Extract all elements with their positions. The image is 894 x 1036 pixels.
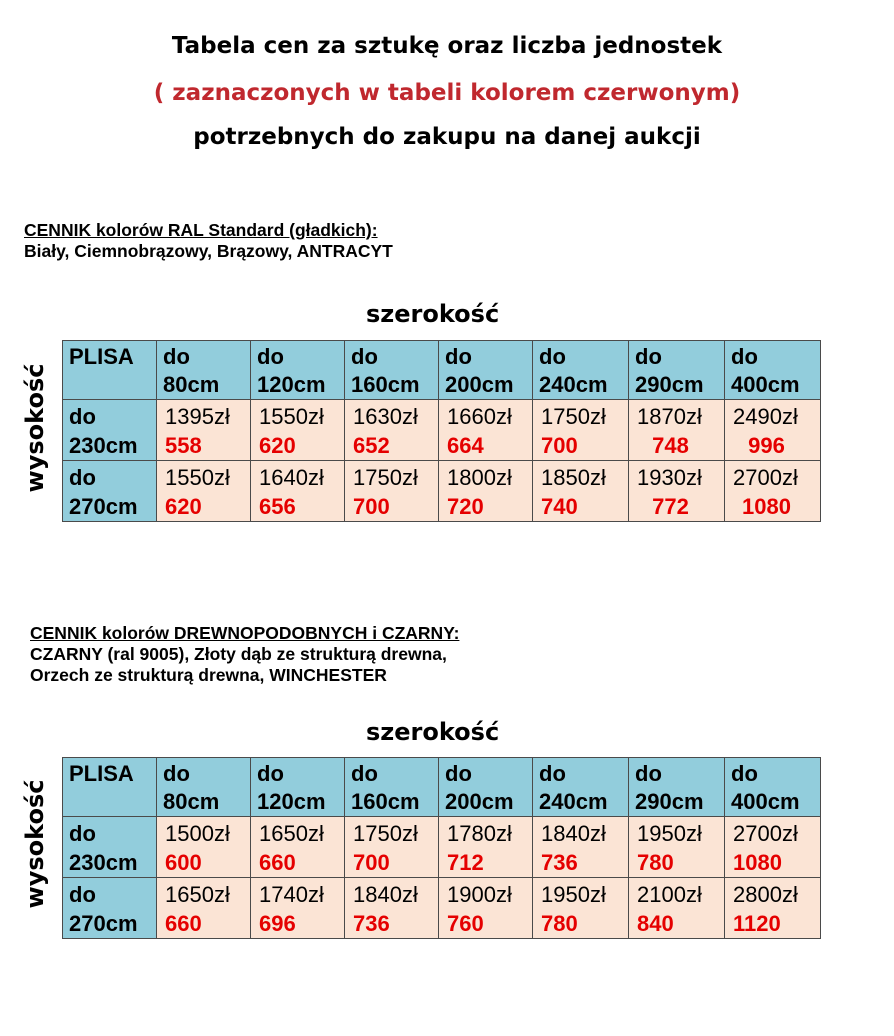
- price-cell: [439, 878, 533, 939]
- column-header-line1: do: [445, 344, 472, 369]
- unit-count: 664: [447, 433, 484, 458]
- table-row: [63, 461, 821, 522]
- column-header-line1: do: [351, 761, 378, 786]
- column-header-line2: 400cm: [731, 372, 800, 397]
- price-cell: [157, 817, 251, 878]
- section2-price-table: [62, 757, 821, 939]
- column-header: [439, 341, 533, 400]
- section1-width-label: szerokość: [366, 300, 500, 328]
- price-cell: [533, 817, 629, 878]
- unit-count: 656: [259, 494, 296, 519]
- row-header-line1: do: [69, 882, 96, 907]
- price-value: 1630zł: [353, 404, 418, 429]
- column-header-line2: 80cm: [163, 789, 220, 814]
- unit-count: 620: [165, 494, 202, 519]
- unit-count: 620: [259, 433, 296, 458]
- price-cell: [533, 461, 629, 522]
- page-subtitle-red: ( zaznaczonych w tabeli kolorem czerwonym): [153, 80, 741, 106]
- price-cell: [439, 400, 533, 461]
- price-value: 1550zł: [259, 404, 324, 429]
- column-header-line1: do: [257, 344, 284, 369]
- column-header: [725, 341, 821, 400]
- price-cell: [439, 817, 533, 878]
- price-cell: [251, 817, 345, 878]
- price-cell: [629, 461, 725, 522]
- section1-subtitle: Biały, Ciemnobrązowy, Brązowy, ANTRACYT: [24, 241, 393, 261]
- section2-title: CENNIK kolorów DREWNOPODOBNYCH i CZARNY:: [30, 623, 460, 643]
- unit-count: 558: [165, 433, 202, 458]
- section1-title: CENNIK kolorów RAL Standard (gładkich):: [24, 220, 378, 240]
- price-value: 1850zł: [541, 465, 606, 490]
- section2-heading: [30, 623, 459, 686]
- unit-count: 652: [353, 433, 390, 458]
- column-header-line1: do: [445, 761, 472, 786]
- row-header: [63, 400, 157, 461]
- section2-height-label: wysokość: [21, 779, 49, 909]
- price-cell: [533, 400, 629, 461]
- price-value: 1750zł: [541, 404, 606, 429]
- column-header-line1: do: [635, 761, 662, 786]
- unit-count: 1080: [742, 494, 791, 519]
- unit-count: 720: [447, 494, 484, 519]
- row-header: [63, 878, 157, 939]
- unit-count: 700: [353, 494, 390, 519]
- unit-count: 740: [541, 494, 578, 519]
- price-value: 1750zł: [353, 465, 418, 490]
- unit-count: 712: [447, 850, 484, 875]
- row-header-line1: do: [69, 404, 96, 429]
- unit-count: 1120: [733, 911, 781, 936]
- price-value: 2800zł: [733, 882, 798, 907]
- price-value: 1900zł: [447, 882, 512, 907]
- price-cell: [345, 817, 439, 878]
- price-value: 1930zł: [637, 465, 702, 490]
- table-header-row: [63, 341, 821, 400]
- price-cell: [251, 400, 345, 461]
- row-header-line1: do: [69, 821, 96, 846]
- unit-count: 996: [748, 433, 785, 458]
- price-value: 1840zł: [353, 882, 418, 907]
- price-cell: [725, 400, 821, 461]
- price-cell: [629, 400, 725, 461]
- price-cell: [725, 817, 821, 878]
- page-subtitle: potrzebnych do zakupu na danej aukcji: [193, 124, 701, 150]
- section1-price-table: [62, 340, 821, 522]
- price-value: 1640zł: [259, 465, 324, 490]
- column-header-line1: do: [731, 344, 758, 369]
- row-header-line1: do: [69, 465, 96, 490]
- price-cell: [629, 817, 725, 878]
- price-cell: [629, 878, 725, 939]
- price-value: 1840zł: [541, 821, 606, 846]
- price-value: 1870zł: [637, 404, 702, 429]
- column-header-line2: 160cm: [351, 372, 420, 397]
- corner-cell: PLISA: [63, 341, 157, 400]
- price-value: 2100zł: [637, 882, 702, 907]
- column-header: [725, 758, 821, 817]
- column-header-line2: 240cm: [539, 372, 608, 397]
- column-header: [533, 341, 629, 400]
- price-value: 1500zł: [165, 821, 230, 846]
- price-cell: [157, 400, 251, 461]
- column-header-line1: do: [163, 761, 190, 786]
- unit-count: 660: [165, 911, 202, 936]
- row-header: [63, 817, 157, 878]
- price-cell: [157, 461, 251, 522]
- price-value: 1750zł: [353, 821, 418, 846]
- price-value: 2490zł: [733, 404, 798, 429]
- price-cell: [157, 878, 251, 939]
- column-header: [439, 758, 533, 817]
- price-value: 2700zł: [733, 465, 798, 490]
- price-value: 1950zł: [541, 882, 606, 907]
- column-header-line2: 290cm: [635, 372, 704, 397]
- unit-count: 700: [353, 850, 390, 875]
- column-header: [533, 758, 629, 817]
- price-cell: [251, 878, 345, 939]
- unit-count: 748: [652, 433, 689, 458]
- price-cell: [251, 461, 345, 522]
- page-title: Tabela cen za sztukę oraz liczba jednostek: [171, 33, 723, 59]
- row-header: [63, 461, 157, 522]
- column-header-line2: 400cm: [731, 789, 800, 814]
- column-header-line1: do: [163, 344, 190, 369]
- unit-count: 780: [637, 850, 674, 875]
- table-row: [63, 400, 821, 461]
- price-value: 1780zł: [447, 821, 512, 846]
- column-header-line1: do: [539, 344, 566, 369]
- column-header-line2: 120cm: [257, 372, 326, 397]
- price-cell: [533, 878, 629, 939]
- price-cell: [725, 461, 821, 522]
- price-cell: [345, 461, 439, 522]
- unit-count: 700: [541, 433, 578, 458]
- price-value: 1950zł: [637, 821, 702, 846]
- row-header-line2: 230cm: [69, 850, 138, 875]
- column-header-line2: 80cm: [163, 372, 220, 397]
- column-header-line1: do: [539, 761, 566, 786]
- price-cell: [439, 461, 533, 522]
- column-header-line2: 290cm: [635, 789, 704, 814]
- row-header-line2: 270cm: [69, 911, 138, 936]
- price-value: 2700zł: [733, 821, 798, 846]
- price-value: 1660zł: [447, 404, 512, 429]
- column-header-line1: do: [351, 344, 378, 369]
- price-cell: [345, 400, 439, 461]
- row-header-line2: 270cm: [69, 494, 138, 519]
- section1-heading: [24, 220, 393, 262]
- column-header: [157, 758, 251, 817]
- corner-cell: PLISA: [63, 758, 157, 817]
- column-header: [157, 341, 251, 400]
- column-header: [629, 341, 725, 400]
- unit-count: 660: [259, 850, 296, 875]
- section2-width-label: szerokość: [366, 718, 500, 746]
- table-row: [63, 817, 821, 878]
- row-header-line2: 230cm: [69, 433, 138, 458]
- section1-height-label: wysokość: [21, 363, 49, 493]
- column-header-line1: do: [257, 761, 284, 786]
- unit-count: 736: [353, 911, 390, 936]
- unit-count: 780: [541, 911, 578, 936]
- column-header-line2: 120cm: [257, 789, 326, 814]
- unit-count: 772: [652, 494, 689, 519]
- column-header-line2: 200cm: [445, 372, 514, 397]
- unit-count: 840: [637, 911, 674, 936]
- price-value: 1650zł: [165, 882, 230, 907]
- column-header: [251, 341, 345, 400]
- unit-count: 696: [259, 911, 296, 936]
- price-value: 1395zł: [165, 404, 230, 429]
- unit-count: 1080: [733, 850, 782, 875]
- price-value: 1550zł: [165, 465, 230, 490]
- unit-count: 736: [541, 850, 578, 875]
- price-value: 1740zł: [259, 882, 324, 907]
- column-header: [345, 758, 439, 817]
- section2-subtitle-2: Orzech ze strukturą drewna, WINCHESTER: [30, 665, 387, 685]
- column-header: [345, 341, 439, 400]
- column-header: [251, 758, 345, 817]
- table-header-row: [63, 758, 821, 817]
- column-header-line1: do: [635, 344, 662, 369]
- section2-subtitle-1: CZARNY (ral 9005), Złoty dąb ze strukturą drewna,: [30, 644, 447, 664]
- price-value: 1650zł: [259, 821, 324, 846]
- column-header-line2: 200cm: [445, 789, 514, 814]
- column-header: [629, 758, 725, 817]
- column-header-line2: 240cm: [539, 789, 608, 814]
- price-value: 1800zł: [447, 465, 512, 490]
- unit-count: 600: [165, 850, 202, 875]
- unit-count: 760: [447, 911, 484, 936]
- price-cell: [345, 878, 439, 939]
- column-header-line1: do: [731, 761, 758, 786]
- price-cell: [725, 878, 821, 939]
- column-header-line2: 160cm: [351, 789, 420, 814]
- table-row: [63, 878, 821, 939]
